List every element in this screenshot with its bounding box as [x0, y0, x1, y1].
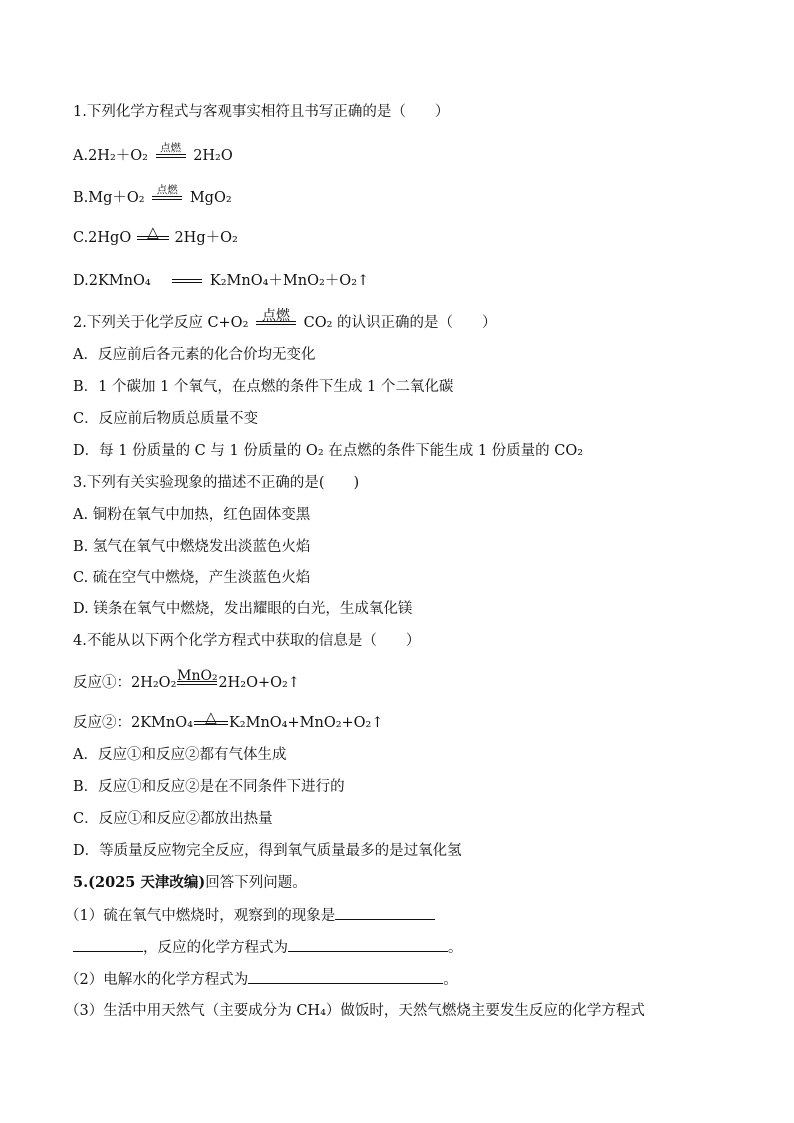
- equation-sign: [136, 223, 170, 248]
- q5-p2-end: 。: [443, 972, 458, 988]
- q2-stem: [73, 308, 497, 333]
- answer-blank[interactable]: [335, 905, 435, 920]
- reaction-condition: 点燃: [160, 142, 182, 154]
- answer-blank[interactable]: [288, 937, 448, 952]
- q1-option-c[interactable]: [73, 223, 238, 248]
- q5-p1b-text: ，反应的化学方程式为: [143, 940, 288, 956]
- q4-r1-products: 2H₂O+O₂↑: [218, 675, 300, 691]
- q1-d-products: K₂MnO₄＋MnO₂＋O₂↑: [209, 273, 370, 289]
- q1-option-b[interactable]: [73, 184, 232, 208]
- q3-option-c[interactable]: C. 硫在空气中燃烧，产生淡蓝色火焰: [73, 570, 311, 586]
- answer-blank[interactable]: [73, 937, 143, 952]
- q5-part-1: [65, 905, 435, 926]
- q5-stem-text: 回答下列问题。: [205, 875, 307, 891]
- q1-c-products: 2Hg＋O₂: [174, 230, 238, 246]
- q2-stem-post: CO₂ 的认识正确的是（ ）: [303, 315, 497, 331]
- q3-stem: 3.下列有关实验现象的描述不正确的是( ): [73, 475, 360, 491]
- q3-option-d[interactable]: D. 镁条在氧气中燃烧，发出耀眼的白光，生成氧化镁: [73, 601, 413, 617]
- q5-stem: [73, 873, 307, 893]
- reaction-condition: 点燃: [156, 184, 178, 196]
- q2-option-b[interactable]: B．1 个碳加 1 个氧气，在点燃的条件下生成 1 个二氧化碳: [73, 379, 454, 395]
- q4-option-c[interactable]: C．反应①和反应②都放出热量: [73, 811, 273, 827]
- q2-stem-pre: 2.下列关于化学反应 C+O₂: [73, 315, 249, 331]
- q5-number: 5.: [73, 874, 89, 891]
- equation-sign: [169, 271, 205, 291]
- q2-option-c[interactable]: C．反应前后物质总质量不变: [73, 411, 259, 427]
- q4-stem: 4.不能从以下两个化学方程式中获取的信息是（ ）: [73, 633, 421, 649]
- q5-p2-text: （2）电解水的化学方程式为: [65, 972, 249, 988]
- catalyst-label: MnO₂: [177, 668, 218, 684]
- q4-r2-products: K₂MnO₄+MnO₂+O₂↑: [228, 715, 384, 731]
- q3-option-b[interactable]: B. 氢气在氧气中燃烧发出淡蓝色火焰: [73, 539, 311, 555]
- q1-stem: 1.下列化学方程式与客观事实相符且书写正确的是（ ）: [73, 104, 450, 120]
- q5-source: (2025 天津改编): [88, 874, 206, 891]
- reaction-condition: 点燃: [262, 308, 290, 324]
- q4-option-a[interactable]: A．反应①和反应②都有气体生成: [73, 747, 287, 763]
- q1-option-a[interactable]: [73, 142, 233, 166]
- heat-triangle-icon: △: [205, 708, 217, 726]
- q5-part-1-cont: [73, 937, 463, 958]
- q1-d-reactants: D.2KMnO₄: [73, 273, 151, 289]
- equation-sign: [149, 184, 185, 208]
- q5-part-3: （3）生活中用天然气（主要成分为 CH₄）做饭时，天然气燃烧主要发生反应的化学方程式: [65, 1003, 645, 1019]
- q5-part-2: [65, 969, 458, 990]
- q2-option-d[interactable]: D．每 1 份质量的 C 与 1 份质量的 O₂ 在点燃的条件下能生成 1 份质量的 CO₂: [73, 443, 584, 459]
- q4-option-d[interactable]: D．等质量反应物完全反应，得到氧气质量最多的是过氧化氢: [73, 843, 462, 859]
- q4-option-b[interactable]: B．反应①和反应②是在不同条件下进行的: [73, 779, 345, 795]
- q1-c-reactants: C.2HgO: [73, 230, 132, 246]
- q1-a-reactants: A.2H₂＋O₂: [73, 148, 148, 164]
- q1-a-products: 2H₂O: [193, 148, 233, 164]
- answer-blank[interactable]: [248, 969, 443, 984]
- q5-p1-end: 。: [448, 940, 463, 956]
- equation-sign: [176, 668, 218, 693]
- equation-sign: [253, 308, 299, 333]
- equation-sign: [193, 708, 229, 733]
- q1-b-products: MgO₂: [189, 190, 232, 206]
- q4-r1-reactants: 反应①：2H₂O₂: [73, 675, 177, 691]
- q4-reaction-1: [73, 668, 300, 693]
- q2-option-a[interactable]: A．反应前后各元素的化合价均无变化: [73, 347, 316, 363]
- heat-triangle-icon: △: [147, 223, 159, 241]
- q4-r2-reactants: 反应②：2KMnO₄: [73, 715, 193, 731]
- q4-reaction-2: [73, 708, 384, 733]
- q1-b-reactants: B.Mg＋O₂: [73, 190, 145, 206]
- q1-option-d[interactable]: [73, 271, 369, 291]
- q3-option-a[interactable]: A. 铜粉在氧气中加热，红色固体变黑: [73, 507, 311, 523]
- q5-p1-text: （1）硫在氧气中燃烧时，观察到的现象是: [65, 908, 336, 924]
- equation-sign: [153, 142, 189, 166]
